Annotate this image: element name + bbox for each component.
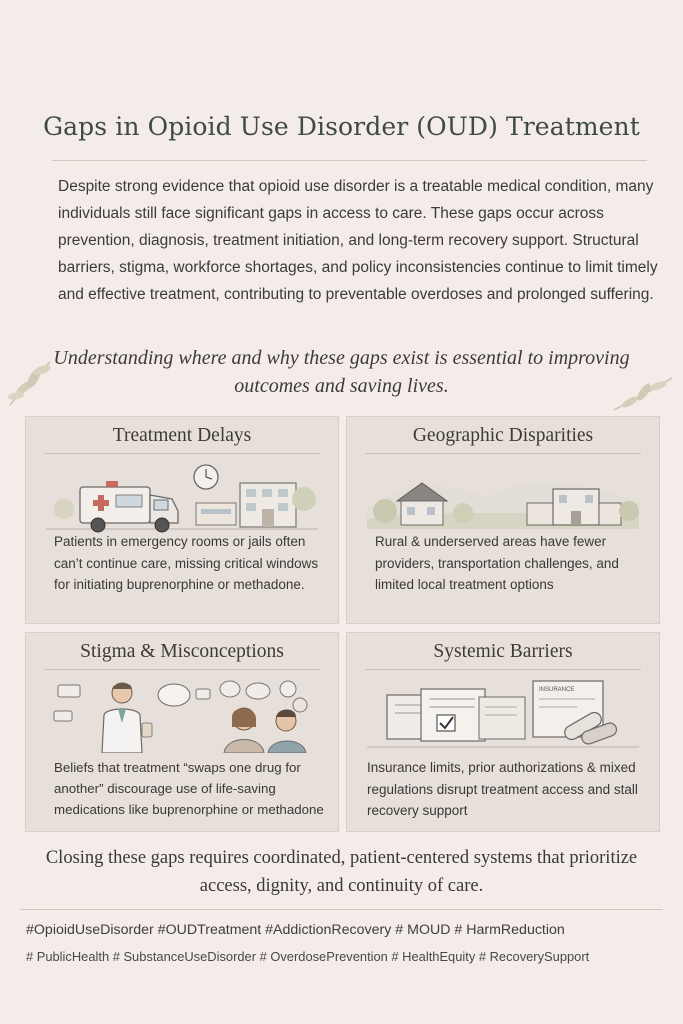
card-divider [44,453,320,454]
hashtags-line-1: #OpioidUseDisorder #OUDTreatment #AddictionRecovery # MOUD # HarmReduction [26,922,565,938]
card-title: Systemic Barriers [433,641,573,662]
card-text: Rural & underserved areas have fewer providers, transportation challenges, and limited local treatment options [375,534,619,592]
highlight-quote: Understanding where and why these gaps exist is essential to improving outcomes and saving lives. [53,347,630,397]
card-divider [44,669,320,670]
card-text: Beliefs that treatment “swaps one drug for another” discourage use of life-saving medications like buprenorphine or methadone [54,760,324,817]
card-text: Patients in emergency rooms or jails often can’t continue care, missing critical windows for initiating buprenorphine or methadone. [54,534,319,592]
card-treatment-delays [25,416,339,624]
card-title: Geographic Disparities [412,425,594,446]
page-title: Gaps in Opioid Use Disorder (OUD) Treatment [43,112,640,141]
card-systemic-barriers [346,632,660,832]
card-geographic-disparities [346,416,660,624]
intro-paragraph: Despite strong evidence that opioid use disorder is a treatable medical condition, many individuals still face significant gaps in access to care. These gaps occur across prevention, diagnosis, treatment initiation, and long-term recovery support. Structural barriers, stigma, workforce shortages, and policy inconsistencies continue to limit timely and effective treatment, contributing to preventable overdoses and prolonged suffering. [58,178,658,303]
insurance-forms-icon [367,675,639,753]
doctor-patients-icon [46,675,318,753]
insurance-label: INSURANCE [539,687,575,693]
card-divider [365,453,641,454]
rural-clinic-icon [367,459,639,537]
card-divider [365,669,641,670]
card-title: Treatment Delays [112,425,252,446]
title-divider [52,160,647,161]
closing-statement: Closing these gaps requires coordinated, patient-centered systems that prioritize access, dignity, and continuity of care. [45,848,638,896]
hashtags-line-2: # PublicHealth # SubstanceUseDisorder # OverdosePrevention # HealthEquity # RecoverySupport [26,949,590,964]
card-text: Insurance limits, prior authorizations & mixed regulations disrupt treatment access and stall recovery support [367,760,638,818]
ambulance-hospital-icon [46,459,318,537]
hashtag-divider [20,909,663,910]
card-stigma-misconceptions [25,632,339,832]
card-title: Stigma & Misconceptions [80,641,284,662]
